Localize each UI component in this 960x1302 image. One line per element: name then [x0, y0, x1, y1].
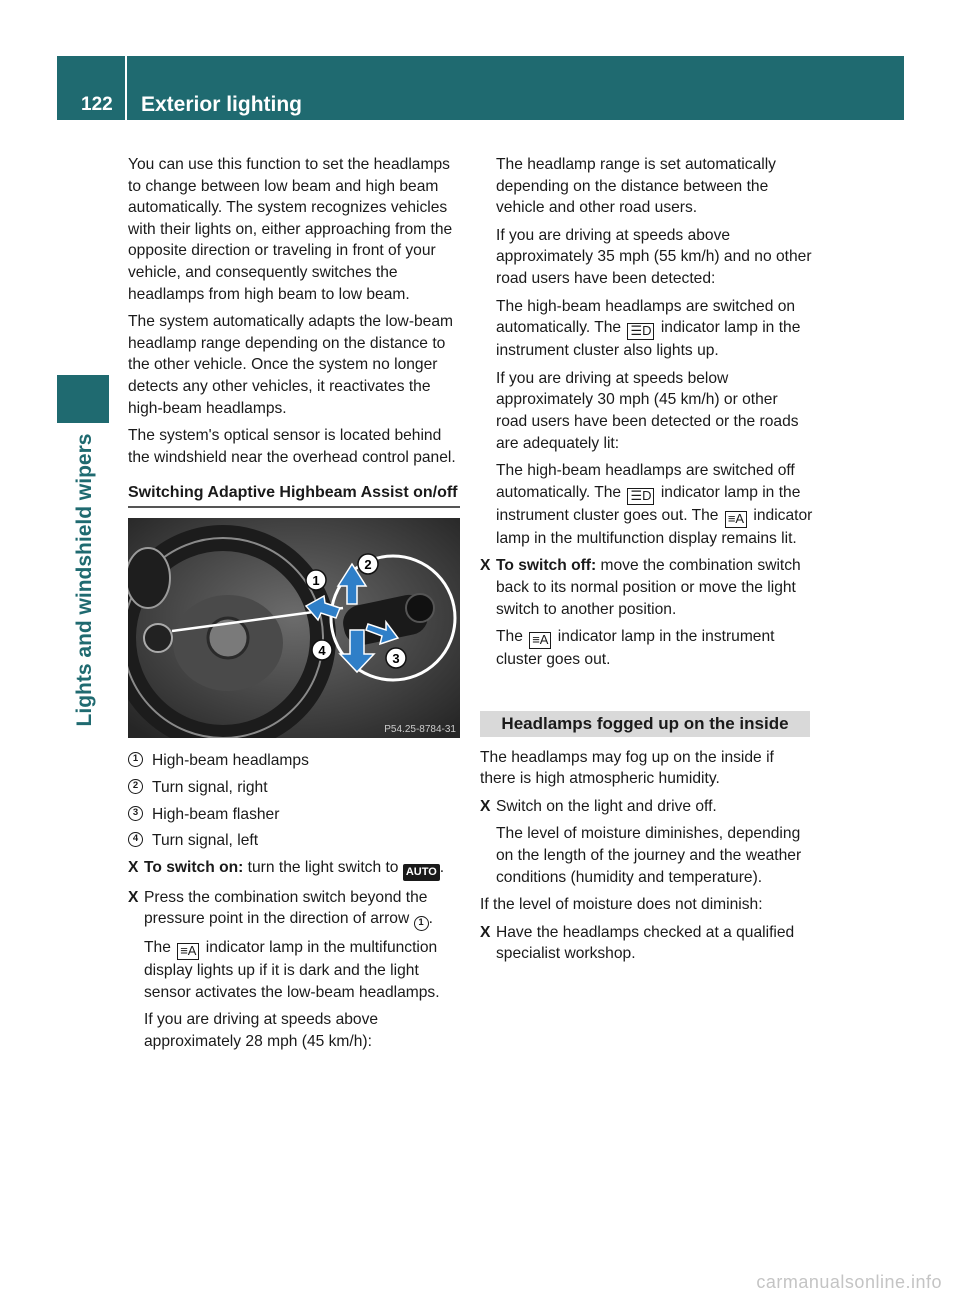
legend-item-1: [128, 750, 460, 772]
step-text: [144, 857, 460, 881]
step-text: [144, 887, 460, 932]
legend-number: 1: [128, 752, 143, 767]
step-text: Switch on the light and drive off.: [496, 797, 717, 815]
legend-number: 2: [128, 779, 143, 794]
subheading: Switching Adaptive Highbeam Assist on/off: [128, 482, 460, 508]
legend-text: Turn signal, right: [152, 778, 268, 796]
step-body: move the combination switch back to its normal position or move the light switch to another position.: [496, 557, 801, 618]
figure-code: P54.25-8784-31: [384, 724, 456, 736]
figure-callout-4: 4: [318, 643, 326, 659]
step-arrow-icon: X: [480, 923, 491, 941]
step-arrow-icon: X: [480, 557, 491, 575]
fog-condition: If the level of moisture does not diminish:: [480, 896, 763, 914]
step-result: The level of moisture diminishes, depending on the length of the journey and the weather conditions (humidity and temperature).: [496, 825, 802, 886]
step-arrow-icon: X: [128, 888, 139, 906]
watermark: carmanualsonline.info: [756, 1272, 942, 1292]
step-text: [496, 555, 813, 620]
chapter-tab: [57, 375, 109, 423]
page-title: Exterior lighting: [141, 93, 303, 116]
step-text: Have the headlamps checked at a qualified specialist workshop.: [496, 923, 795, 963]
paragraph: [496, 296, 813, 362]
intro-paragraph-1: You can use this function to set the headlamps to change between low beam and high beam automatically. The system recognizes vehicles with their lights on, either approaching from the opposite direction or traveling in front of your vehicle, and consequently switches the headlamps from high beam to low beam.: [128, 156, 453, 303]
text-fragment: indicator lamp in the multifunction display remains lit.: [496, 506, 813, 547]
high-beam-indicator-icon: ☰D: [627, 323, 654, 340]
high-beam-indicator-icon: ☰D: [627, 488, 654, 505]
figure-callout-2: 2: [364, 557, 372, 573]
legend-text: High-beam flasher: [152, 805, 280, 823]
paragraph: [496, 460, 813, 549]
assist-indicator-icon: ≡A: [177, 943, 199, 960]
page-header: [57, 56, 904, 120]
steering-wheel-illustration: [128, 518, 460, 738]
step-switch-on: [128, 857, 460, 881]
paragraph: If you are driving at speeds above approximately 35 mph (55 km/h) and no other road users have been detected:: [496, 226, 812, 287]
step-label: To switch off:: [496, 557, 597, 575]
step-result: [144, 937, 460, 1003]
intro-paragraph-3: The system's optical sensor is located behind the windshield near the overhead control panel.: [128, 427, 456, 466]
text-fragment: indicator lamp in the instrument cluster also lights up.: [496, 319, 801, 360]
step-end: .: [439, 858, 445, 876]
legend-item-4: [128, 830, 460, 852]
auto-key-icon: AUTO: [403, 864, 440, 881]
intro-paragraph-2: The system automatically adapts the low-beam headlamp range depending on the distance to the other vehicle. Once the system no longer detects any other vehicles, it reactivates the high-beam headlamps.: [128, 313, 454, 417]
text-fragment: indicator lamp in the instrument cluster goes out.: [496, 628, 775, 669]
step-workshop: [480, 922, 813, 965]
text-fragment: indicator lamp in the instrument cluster goes out. The: [496, 483, 801, 524]
step-end: .: [428, 910, 433, 928]
step-label: To switch on:: [144, 858, 244, 876]
assist-indicator-icon: ≡A: [725, 511, 747, 528]
step-drive-off: [480, 796, 813, 888]
legend-item-3: [128, 804, 460, 826]
inline-callout: 1: [414, 916, 429, 931]
text-fragment: The: [496, 628, 528, 646]
legend-number: 3: [128, 806, 143, 821]
step-switch-off: [480, 555, 813, 670]
figure-callout-1: 1: [312, 573, 320, 589]
right-column: [480, 154, 813, 971]
legend-number: 4: [128, 832, 143, 847]
legend-item-2: [128, 777, 460, 799]
assist-indicator-icon: ≡A: [529, 632, 551, 649]
step-arrow-icon: X: [128, 858, 139, 876]
step-result: [496, 626, 813, 671]
figure-callout-3: 3: [392, 651, 400, 667]
page-number-box: [57, 56, 127, 120]
chapter-label-text: Lights and windshield wipers: [73, 433, 96, 727]
paragraph: If you are driving at speeds below approximately 30 mph (45 km/h) or other road users have been detected or the roads are adequately lit:: [496, 369, 799, 452]
legend-text: High-beam headlamps: [152, 752, 309, 770]
text-fragment: The: [144, 939, 176, 957]
legend-text: Turn signal, left: [152, 832, 259, 850]
combination-switch-figure: [128, 518, 460, 738]
text-fragment: The high-beam headlamps are switched off automatically. The: [496, 462, 795, 501]
paragraph: The headlamp range is set automatically depending on the distance between the vehicle and other road users.: [496, 156, 776, 217]
step-condition: If you are driving at speeds above approximately 28 mph (45 km/h):: [144, 1011, 379, 1051]
section-heading: Headlamps fogged up on the inside: [480, 711, 810, 737]
left-column: [128, 154, 460, 1059]
step-arrow-icon: X: [480, 797, 491, 815]
text-fragment: The high-beam headlamps are switched on automatically. The: [496, 297, 796, 337]
text-fragment: indicator lamp in the multifunction display lights up if it is dark and the light sensor activates the low-beam headlamps.: [144, 939, 440, 1001]
step-press-switch: [128, 887, 460, 1053]
step-body: Press the combination switch beyond the pressure point in the direction of arrow: [144, 888, 428, 928]
step-body: turn the light switch to: [243, 858, 403, 876]
page-number: 122: [81, 94, 113, 115]
right-continuation: [480, 154, 813, 549]
fog-intro: The headlamps may fog up on the inside if there is high atmospheric humidity.: [480, 748, 774, 788]
